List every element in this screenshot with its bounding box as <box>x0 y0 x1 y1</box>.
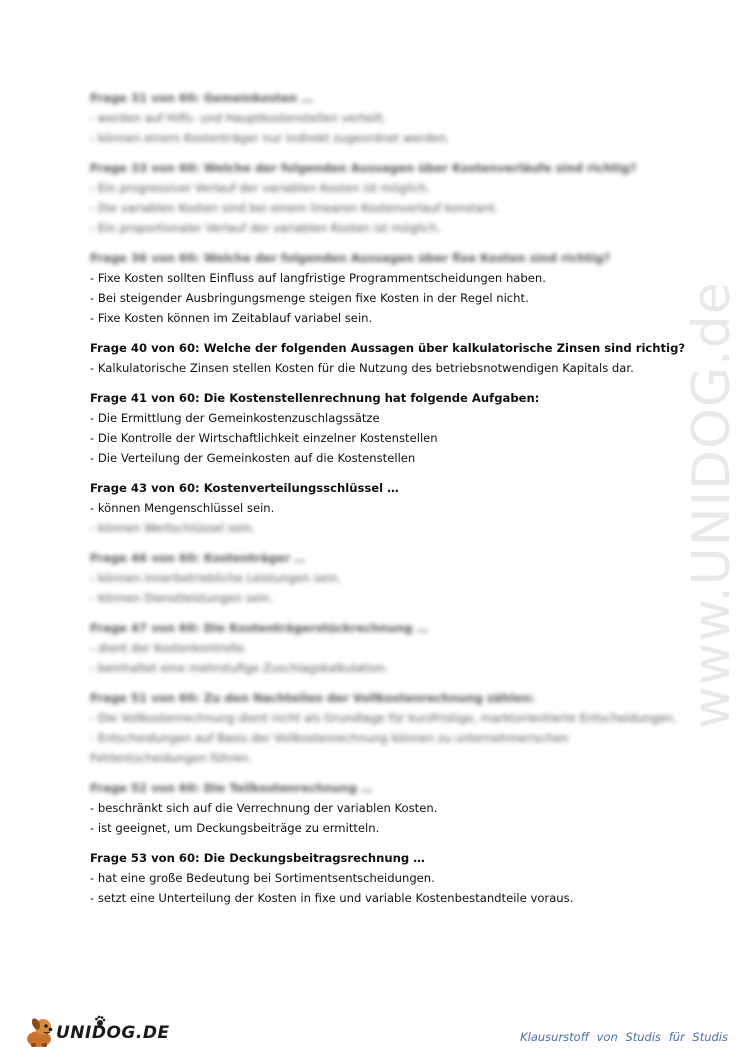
answer-item: - Die Kontrolle der Wirtschaftlichkeit einzelner Kostenstellen <box>90 431 438 445</box>
question-heading: Frage 36 von 60: Welche der folgenden Aussagen über fixe Kosten sind richtig? <box>90 251 611 265</box>
answer-item: - ist geeignet, um Deckungsbeiträge zu ermitteln. <box>90 821 380 835</box>
question-block <box>90 88 680 148</box>
answer-item: - Die Verteilung der Gemeinkosten auf die Kostenstellen <box>90 451 416 465</box>
answer-item: - beinhaltet eine mehrstufige Zuschlagskalkulation. <box>90 661 389 675</box>
question-heading: Frage 52 von 60: Die Teilkostenrechnung … <box>90 781 373 795</box>
question-heading: Frage 51 von 60: Zu den Nachteilen der Vollkostenrechnung zählen: <box>90 691 535 705</box>
answer-item: Fehlentscheidungen führen. <box>90 751 252 765</box>
question-block <box>90 848 680 908</box>
answer-item: - setzt eine Unterteilung der Kosten in fixe und variable Kostenbestandteile voraus. <box>90 891 574 905</box>
footer-tagline: Klausurstoff von Studis für Studis <box>520 1030 728 1044</box>
answer-item: - Ein progressiver Verlauf der variablen Kosten ist möglich. <box>90 181 431 195</box>
answer-item: - können innerbetriebliche Leistungen sein. <box>90 571 342 585</box>
question-block <box>90 338 686 378</box>
answer-item: - Entscheidungen auf Basis der Vollkostenrechnung können zu unternehmerischen <box>90 731 569 745</box>
question-block <box>90 548 680 608</box>
answer-item: - hat eine große Bedeutung bei Sortimentsentscheidungen. <box>90 871 435 885</box>
question-block <box>90 778 680 838</box>
answer-item: - Die Vollkostenrechnung dient nicht als Grundlage für kurzfristige, marktorientierte Entscheidungen. <box>90 711 677 725</box>
answer-item: - beschränkt sich auf die Verrechnung der variablen Kosten. <box>90 801 438 815</box>
answer-item: - Die Ermittlung der Gemeinkostenzuschlagssätze <box>90 411 380 425</box>
question-block <box>90 618 680 678</box>
answer-item: - können Dienstleistungen sein. <box>90 591 274 605</box>
answer-item: - Fixe Kosten können im Zeitablauf variabel sein. <box>90 311 373 325</box>
logo-text: UNIDOG.DE <box>56 1023 170 1043</box>
answer-item: - Fixe Kosten sollten Einfluss auf langfristige Programmentscheidungen haben. <box>90 271 546 285</box>
question-block <box>90 158 680 238</box>
question-heading: Frage 33 von 60: Welche der folgenden Aussagen über Kostenverläufe sind richtig? <box>90 161 637 175</box>
answer-item: - Kalkulatorische Zinsen stellen Kosten für die Nutzung des betriebsnotwendigen Kapitals dar. <box>90 361 634 375</box>
question-block <box>90 388 680 468</box>
answer-item: - können Mengenschlüssel sein. <box>90 501 275 515</box>
question-heading: Frage 31 von 60: Gemeinkosten … <box>90 91 313 105</box>
question-heading: Frage 43 von 60: Kostenverteilungsschlüssel … <box>90 481 399 495</box>
question-heading: Frage 53 von 60: Die Deckungsbeitragsrechnung … <box>90 851 425 865</box>
watermark: www.UNIDOG.de <box>682 281 742 729</box>
answer-item: - Ein proportionaler Verlauf der variablen Kosten ist möglich. <box>90 221 441 235</box>
question-block <box>90 478 680 538</box>
question-heading: Frage 46 von 60: Kostenträger … <box>90 551 306 565</box>
question-heading: Frage 47 von 60: Die Kostenträgerstückrechnung … <box>90 621 429 635</box>
answer-item: - Die variablen Kosten sind bei einem linearen Kostenverlauf konstant. <box>90 201 499 215</box>
answer-item: - Bei steigender Ausbringungsmenge steigen fixe Kosten in der Regel nicht. <box>90 291 529 305</box>
question-block <box>90 688 680 768</box>
answer-item: - dient der Kostenkontrolle. <box>90 641 248 655</box>
answer-item: - können einem Kostenträger nur indirekt zugeordnet werden. <box>90 131 450 145</box>
answer-item: - werden auf Hilfs- und Hauptkostenstellen verteilt. <box>90 111 387 125</box>
answer-item: - können Wertschlüssel sein. <box>90 521 256 535</box>
question-list <box>90 88 686 918</box>
question-block <box>90 248 680 328</box>
unidog-logo[interactable] <box>22 1015 170 1051</box>
question-heading: Frage 40 von 60: Welche der folgenden Aussagen über kalkulatorische Zinsen sind richtig? <box>90 341 686 355</box>
question-heading: Frage 41 von 60: Die Kostenstellenrechnung hat folgende Aufgaben: <box>90 391 540 405</box>
dog-mascot-icon <box>22 1015 56 1049</box>
